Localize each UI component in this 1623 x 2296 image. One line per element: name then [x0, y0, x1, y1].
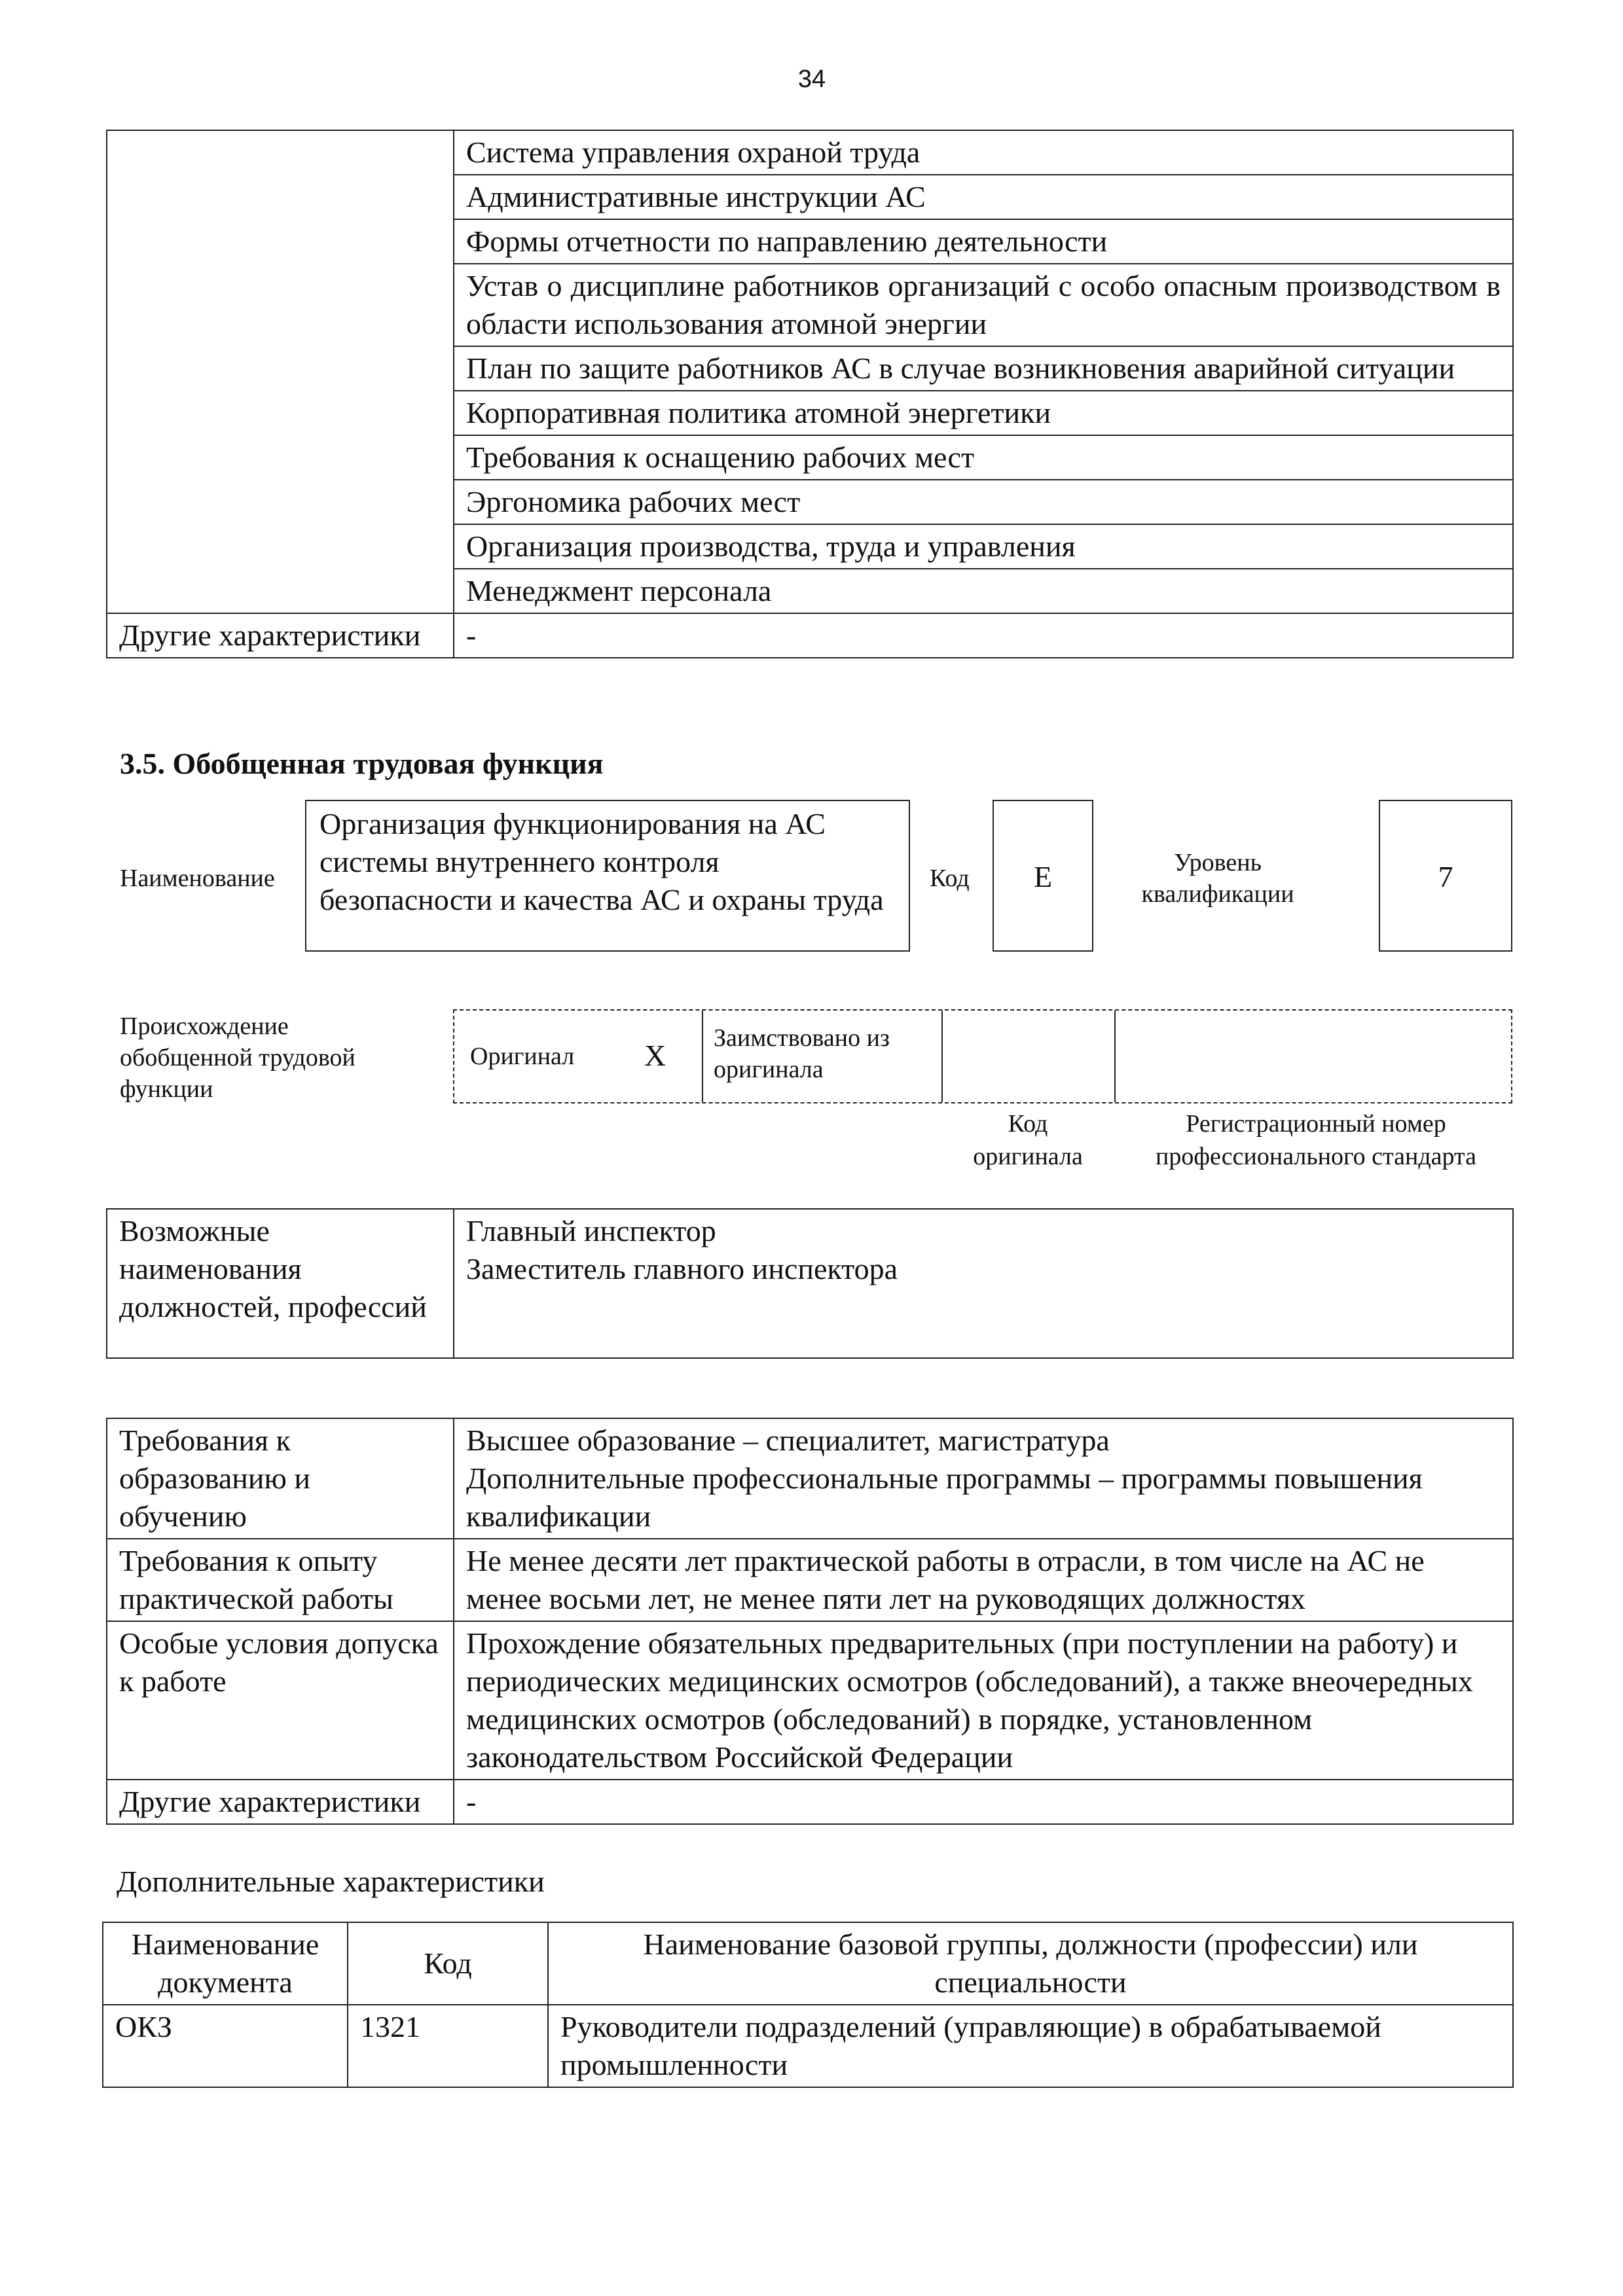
- original-label: Оригинал: [470, 1043, 575, 1070]
- header-group: Наименование базовой группы, должности (профессии) или специальности: [548, 1922, 1513, 2005]
- header-code: Код: [348, 1922, 548, 2005]
- knowledge-item: Эргономика рабочих мест: [454, 480, 1513, 524]
- divider: [1114, 1011, 1116, 1102]
- additional-table: [102, 1922, 1514, 2088]
- knowledge-item: Корпоративная политика атомной энергетики: [454, 391, 1513, 435]
- function-name-value: Организация функционирования на АС системы внутреннего контроля безопасности и качества АС и охраны труда: [319, 807, 884, 916]
- level-value: 7: [1438, 860, 1453, 893]
- req-admission-value: Прохождение обязательных предварительных (при поступлении на работу) и периодических медицинских осмотров (обследований), а также внеочередных медицинских осмотров (обследований) в порядке, установленном законодательством Российской Федерации: [454, 1621, 1513, 1780]
- section-title: 3.5. Обобщенная трудовая функция: [120, 747, 604, 780]
- positions-table: [106, 1208, 1514, 1359]
- position-item: Главный инспектор: [466, 1214, 716, 1247]
- knowledge-item: Требования к оснащению рабочих мест: [454, 435, 1513, 480]
- req-other-label: Другие характеристики: [107, 1780, 454, 1824]
- req-experience-label: Требования к опыту практической работы: [107, 1539, 454, 1621]
- other-characteristics-label: Другие характеристики: [107, 613, 454, 658]
- code-box: [993, 800, 1093, 952]
- req-education-label: Требования к образованию и обучению: [107, 1418, 454, 1539]
- other-characteristics-value: -: [454, 613, 1513, 658]
- req-admission-label: Особые условия допуска к работе: [107, 1621, 454, 1780]
- code-value: E: [1033, 860, 1053, 893]
- row-code: 1321: [348, 2005, 548, 2087]
- level-box: [1379, 800, 1512, 952]
- requirements-table: [106, 1418, 1514, 1825]
- borrowed-label: Заимствовано из оригинала: [714, 1024, 890, 1083]
- original-mark: X: [644, 1039, 666, 1072]
- function-name-box: [305, 800, 910, 952]
- origin-label: Происхождение обобщенной трудовой функции: [120, 1013, 356, 1103]
- header-doc-name: Наименование документа: [103, 1922, 348, 2005]
- level-label: Уровень квалификации: [1141, 849, 1294, 908]
- empty-label-cell: [107, 130, 454, 613]
- req-line: Дополнительные профессиональные программы – программы повышения квалификации: [466, 1462, 1423, 1533]
- origin-box: [453, 1009, 1512, 1103]
- req-experience-value: Не менее десяти лет практической работы в отрасли, в том числе на АС не менее восьми лет, не менее пяти лет на руководящих должностях: [454, 1539, 1513, 1621]
- divider: [941, 1011, 943, 1102]
- positions-label: Возможные наименования должностей, профессий: [107, 1209, 454, 1358]
- knowledge-item: Устав о дисциплине работников организаций с особо опасным производством в области использования атомной энергии: [454, 264, 1513, 346]
- req-other-value: -: [454, 1780, 1513, 1824]
- additional-title: Дополнительные характеристики: [117, 1865, 545, 1898]
- code-label: Код: [930, 865, 970, 892]
- knowledge-table: [106, 130, 1514, 658]
- req-line: Высшее образование – специалитет, магистратура: [466, 1424, 1110, 1457]
- knowledge-item: Формы отчетности по направлению деятельности: [454, 219, 1513, 264]
- page-number: 34: [797, 65, 826, 93]
- divider: [702, 1011, 703, 1102]
- knowledge-item: Организация производства, труда и управления: [454, 524, 1513, 569]
- knowledge-item: План по защите работников АС в случае возникновения аварийной ситуации: [454, 346, 1513, 391]
- row-group: Руководители подразделений (управляющие) в обрабатываемой промышленности: [548, 2005, 1513, 2087]
- knowledge-item: Менеджмент персонала: [454, 569, 1513, 613]
- positions-values: [454, 1209, 1513, 1358]
- knowledge-item: Система управления охраной труда: [454, 130, 1513, 175]
- code-original-caption: Код оригинала: [973, 1110, 1083, 1170]
- row-doc: ОКЗ: [103, 2005, 348, 2087]
- knowledge-item: Административные инструкции АС: [454, 175, 1513, 219]
- position-item: Заместитель главного инспектора: [466, 1252, 898, 1285]
- req-education-value: [454, 1418, 1513, 1539]
- reg-number-caption: Регистрационный номер профессионального стандарта: [1156, 1110, 1476, 1170]
- name-label: Наименование: [120, 865, 275, 892]
